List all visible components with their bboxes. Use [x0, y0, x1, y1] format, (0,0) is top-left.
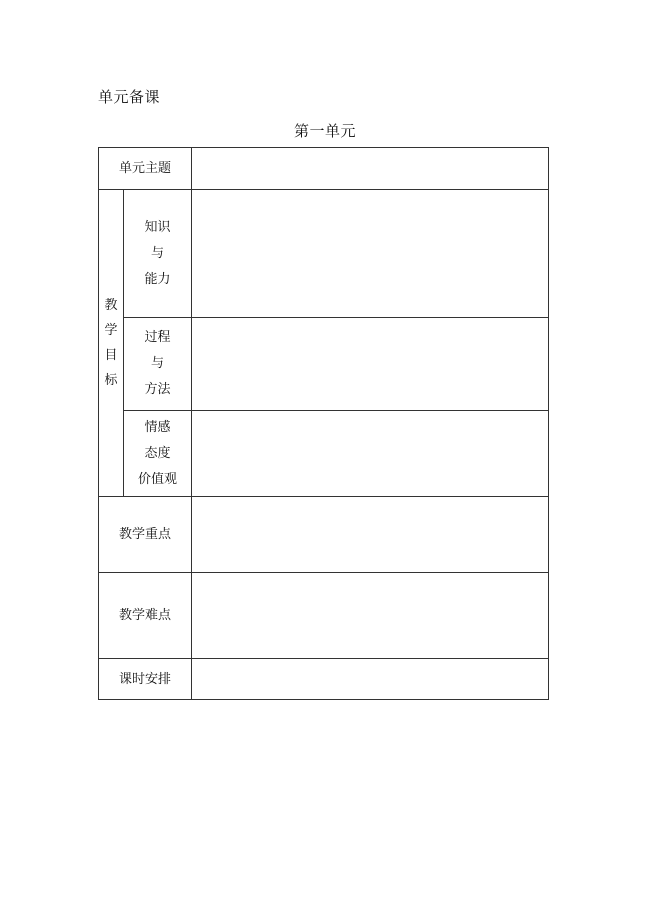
process-method-field[interactable] — [192, 318, 549, 411]
page-header-title: 单元备课 — [98, 88, 161, 106]
process-method-label — [124, 318, 192, 411]
knowledge-label-line: 知识 — [144, 219, 171, 235]
unit-title: 第一单元 — [293, 122, 356, 140]
objectives-label-char: 标 — [104, 373, 118, 388]
emotion-label-line: 价值观 — [138, 471, 178, 487]
objectives-label-char: 学 — [104, 323, 118, 338]
knowledge-ability-field[interactable] — [192, 190, 549, 318]
difficulties-label: 教学难点 — [99, 573, 192, 659]
schedule-row — [99, 659, 549, 700]
key-points-field[interactable] — [192, 497, 549, 573]
process-label-line: 过程 — [144, 330, 171, 345]
objectives-group-label — [99, 190, 124, 497]
difficulties-field[interactable] — [192, 573, 549, 659]
emotion-attitude-values-label — [124, 411, 192, 497]
knowledge-label-line: 能力 — [144, 271, 171, 287]
knowledge-label-line: 与 — [151, 245, 165, 261]
unit-plan-table — [98, 147, 549, 700]
theme-label: 单元主题 — [99, 148, 192, 190]
knowledge-ability-label — [124, 190, 192, 318]
objective-knowledge-row — [99, 190, 549, 318]
objective-emotion-row — [99, 411, 549, 497]
key-points-row — [99, 497, 549, 573]
schedule-field[interactable] — [192, 659, 549, 700]
emotion-label-line: 态度 — [144, 445, 171, 461]
theme-row — [99, 148, 549, 190]
objective-process-row — [99, 318, 549, 411]
difficulties-row — [99, 573, 549, 659]
theme-field[interactable] — [192, 148, 549, 190]
process-label-line: 方法 — [144, 382, 171, 397]
emotion-attitude-values-field[interactable] — [192, 411, 549, 497]
key-points-label: 教学重点 — [99, 497, 192, 573]
process-label-line: 与 — [151, 356, 165, 371]
schedule-label: 课时安排 — [99, 659, 192, 700]
objectives-label-char: 目 — [104, 348, 118, 363]
emotion-label-line: 情感 — [144, 419, 171, 435]
objectives-label-char: 教 — [104, 298, 118, 313]
